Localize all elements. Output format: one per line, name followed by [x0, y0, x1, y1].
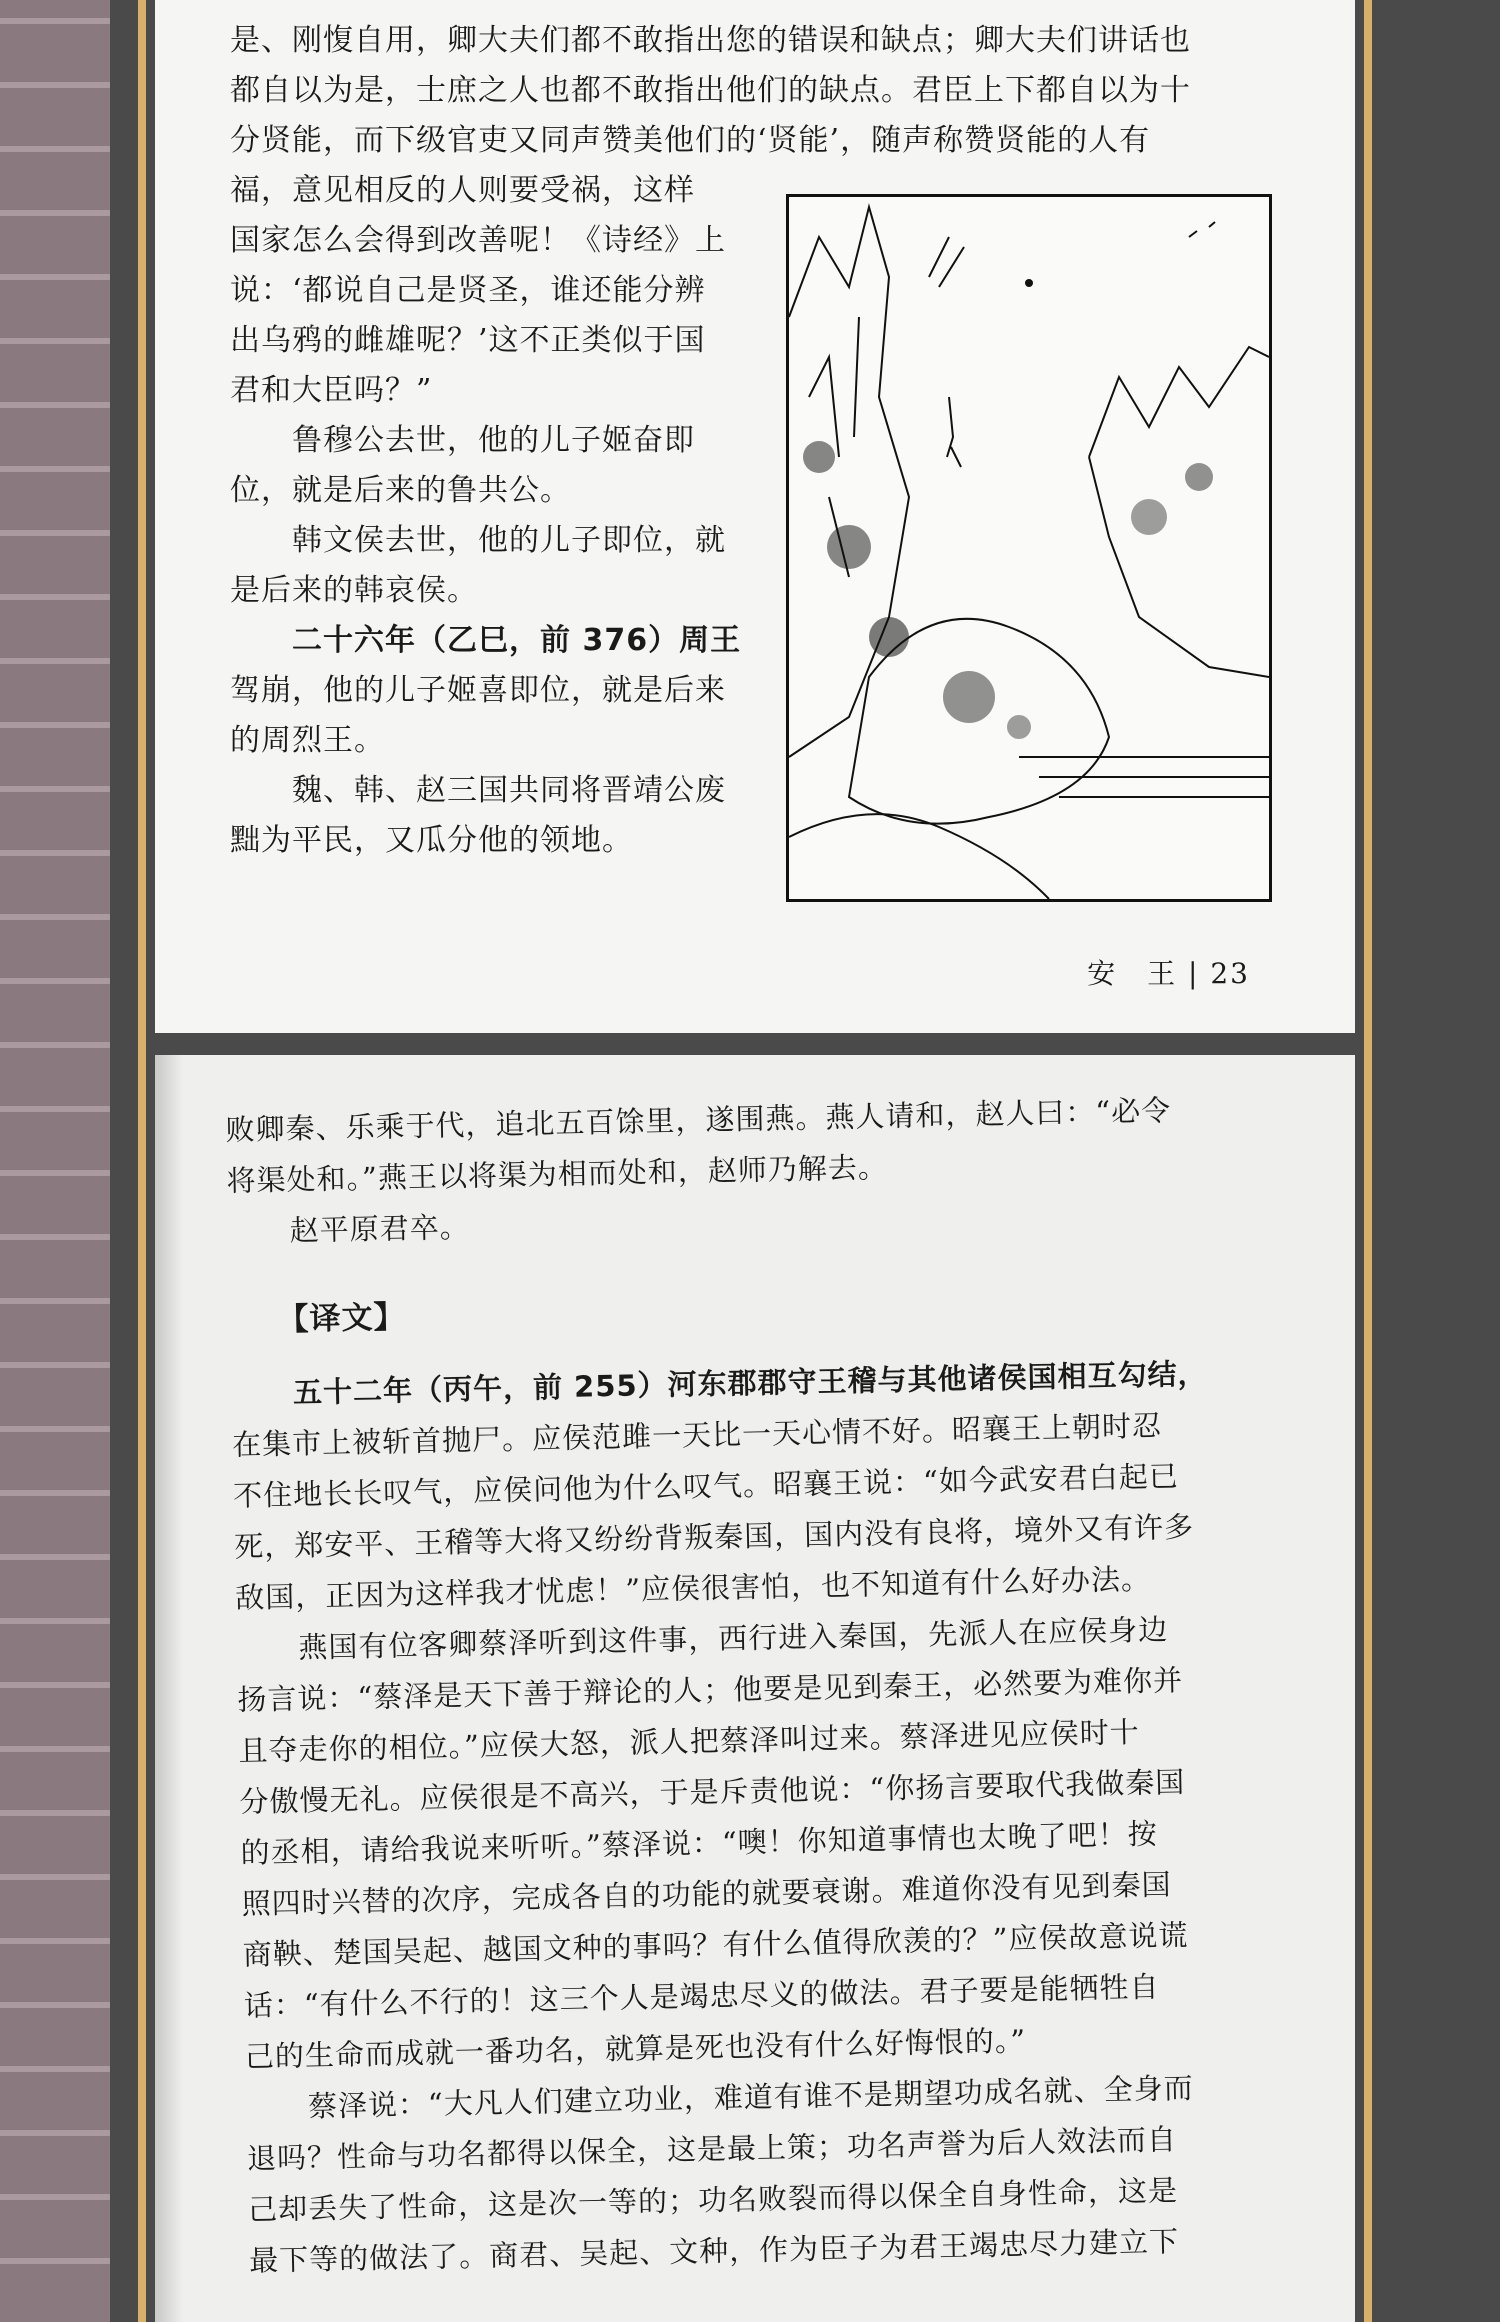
book-page-top	[155, 0, 1355, 1033]
page-text-full-width	[230, 16, 1330, 166]
text-line: 是后来的韩哀侯。	[230, 573, 478, 608]
text-line: 在集市上被斩首抛尸。应侯范雎一天比一天心情不好。昭襄王上朝时忍	[231, 1408, 1163, 1462]
text-line: 国家怎么会得到改善呢！《诗经》上	[230, 223, 726, 258]
landscape-illustration	[786, 194, 1272, 902]
text-line: 敌国，正因为这样我才忧虑！”应侯很害怕，也不知道有什么好办法。	[234, 1561, 1152, 1615]
text-line: 都自以为是，士庶之人也都不敢指出他们的缺点。君臣上下都自以为十	[230, 73, 1191, 108]
text-line: 商鞅、楚国吴起、越国文种的事吗？有什么值得欣羡的？”应侯故意说谎	[242, 1918, 1189, 1972]
text-line: 位，就是后来的鲁共公。	[230, 473, 571, 508]
text-line: 说：‘都说自己是贤圣，谁还能分辨	[230, 273, 706, 308]
text-line: 鲁穆公去世，他的儿子姬奋即	[292, 423, 695, 458]
text-line: 韩文侯去世，他的儿子即位，就	[292, 523, 726, 558]
text-line: 话：“有什么不行的！这三个人是竭忠尽义的做法。君子要是能牺牲自	[243, 1969, 1160, 2023]
text-line: 死，郑安平、王稽等大将又纷纷背叛秦国，国内没有良将，境外又有许多	[233, 1509, 1195, 1564]
text-line: 且夺走你的相位。”应侯大怒，派人把蔡泽叫过来。蔡泽进见应侯时十	[238, 1714, 1141, 1768]
page-gutter-shadow	[155, 1055, 183, 2322]
landscape-drawing	[789, 197, 1269, 899]
text-line: 的丞相，请给我说来听听。”蔡泽说：“噢！你知道事情也太晚了吧！按	[240, 1816, 1158, 1870]
section-heading: 【译文】	[277, 1299, 406, 1338]
frame-border-left	[138, 0, 146, 2322]
text-line: 退吗？性命与功名都得以保全，这是最上策；功名声誉为后人效法而自	[246, 2122, 1178, 2176]
book-page-bottom	[155, 1055, 1355, 2322]
text-line: 君和大臣吗？”	[230, 373, 433, 408]
text-line: 赵平原君卒。	[289, 1209, 470, 1248]
text-line: 最下等的做法了。商君、吴起、文种，作为臣子为君王竭忠尽力建立下	[248, 2224, 1180, 2278]
text-line: 出乌鸦的雌雄呢？’这不正类似于国	[230, 323, 706, 358]
text-line: 燕国有位客卿蔡泽听到这件事，西行进入秦国，先派人在应侯身边	[298, 1612, 1169, 1665]
text-line-bold: 二十六年（乙巳，前 376）周王	[292, 623, 742, 658]
text-line: 驾崩，他的儿子姬喜即位，就是后来	[230, 673, 726, 708]
text-line: 是、刚愎自用，卿大夫们都不敢指出您的错误和缺点；卿大夫们讲话也	[230, 23, 1191, 58]
text-line: 黜为平民，又瓜分他的领地。	[230, 823, 633, 858]
text-line: 分傲慢无礼。应侯很是不高兴，于是斥责他说：“你扬言要取代我做秦国	[239, 1765, 1186, 1819]
page-text-bottom	[225, 1082, 1330, 2286]
text-line: 魏、韩、赵三国共同将晋靖公废	[292, 773, 726, 808]
frame-border-right	[1364, 0, 1372, 2322]
text-line: 福，意见相反的人则要受祸，这样	[230, 173, 695, 208]
text-line: 照四时兴替的次序，完成各自的功能的就要衰谢。难道你没有见到秦国	[241, 1867, 1172, 1921]
page-footer: 安 王 | 23	[1087, 957, 1250, 990]
text-line: 分贤能，而下级官吏又同声赞美他们的‘贤能’，随声称赞贤能的人有	[230, 123, 1151, 158]
text-line-bold: 五十二年（丙午，前 255）河东郡郡守王稽与其他诸侯国相互勾结，	[292, 1356, 1208, 1410]
text-line: 败卿秦、乐乘于代，追北五百馀里，遂围燕。燕人请和，赵人曰：“必令	[225, 1093, 1172, 1147]
text-line: 不住地长长叹气，应侯问他为什么叹气。昭襄王说：“如今武安君白起已	[232, 1459, 1180, 1513]
text-line: 蔡泽说：“大凡人们建立功业，难道有谁不是期望功成名就、全身而	[307, 2070, 1194, 2124]
text-line: 扬言说：“蔡泽是天下善于辩论的人；他要是见到秦王，必然要为难你并	[237, 1663, 1184, 1717]
text-line: 己的生命而成就一番功名，就算是死也没有什么好悔恨的。”	[244, 2023, 1027, 2074]
text-line: 将渠处和。”燕王以将渠为相而处和，赵师乃解去。	[226, 1150, 889, 1198]
text-line: 的周烈王。	[230, 723, 385, 758]
text-line: 己却丢失了性命，这是次一等的；功名败裂而得以保全自身性命，这是	[247, 2173, 1179, 2227]
